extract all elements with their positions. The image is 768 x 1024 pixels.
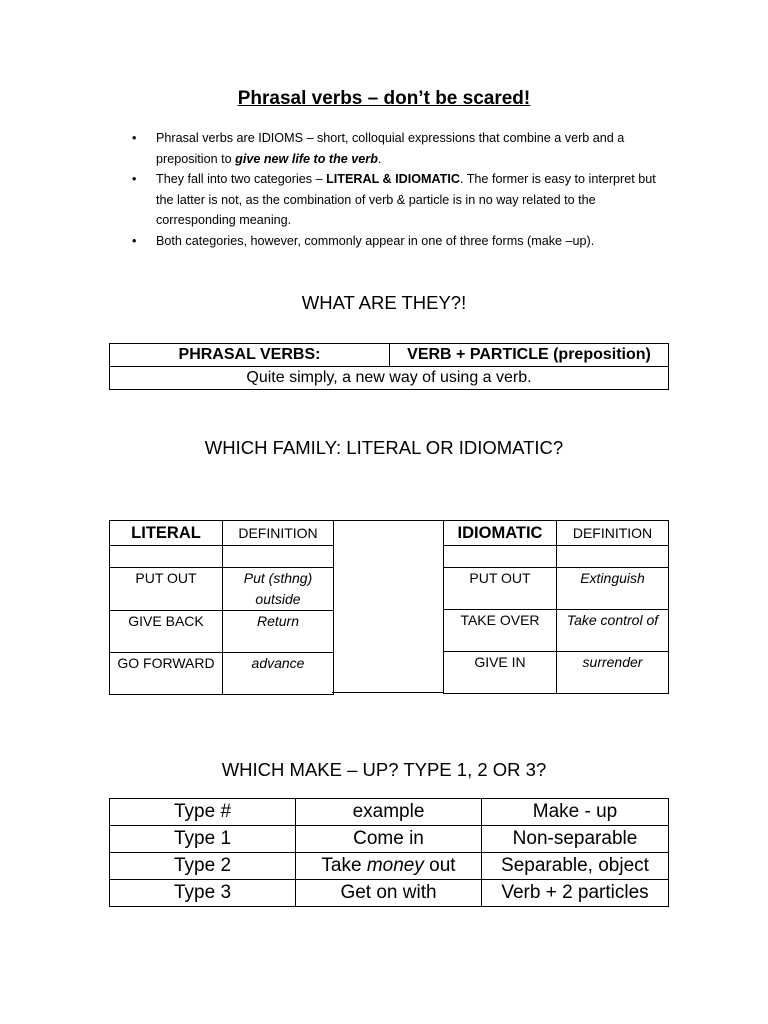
table-cell [444,546,557,568]
table-row [110,880,669,907]
table-cell: GO FORWARD [110,653,223,695]
table-row [444,610,669,652]
table-cell: Put (sthng) outside [223,568,334,611]
table-row [444,546,669,568]
table-row [444,652,669,694]
table-cell [223,546,334,568]
table-row [110,799,669,826]
makeup-table [109,798,669,907]
table-header-cell: Type # [110,799,296,826]
table-cell: TAKE OVER [444,610,557,652]
table-cell [557,546,669,568]
bullet-icon: • [132,233,137,248]
table-header-cell: example [296,799,482,826]
table-cell: PUT OUT [110,568,223,611]
table-header-cell: DEFINITION [223,521,334,546]
table-row [110,611,334,653]
intro-bullet-list [132,128,672,251]
section-heading-family: WHICH FAMILY: LITERAL OR IDIOMATIC? [204,437,564,458]
table-cell: Return [223,611,334,653]
table-row [110,367,669,390]
bullet-icon: • [132,172,137,186]
table-header-cell: IDIOMATIC [444,521,557,546]
table-cell: Separable, object [482,853,669,880]
table-gap [332,520,443,693]
bullet-icon: • [132,131,137,145]
idiomatic-table [443,520,669,694]
page-title: Phrasal verbs – don’t be scared! [237,88,531,109]
table-row [110,521,334,546]
table-row [110,653,334,695]
table-row [110,826,669,853]
table-cell: Verb + 2 particles [482,880,669,907]
table-header-cell: Make - up [482,799,669,826]
table-row [110,568,334,611]
table-cell: Come in [296,826,482,853]
table-cell: GIVE BACK [110,611,223,653]
table-row [110,546,334,568]
table-cell: Get on with [296,880,482,907]
strong-text: LITERAL & IDIOMATIC [326,172,460,186]
table-header-cell: LITERAL [110,521,223,546]
table-cell: Take control of [557,610,669,652]
table-cell: surrender [557,652,669,694]
table-cell: Extinguish [557,568,669,610]
bullet-item-2: • They fall into two categories – LITERAL & IDIOMATIC. The former is easy to interpret but the latter is not, as the combination of verb & particle is in no way related to the corresponding meaning. [132,169,672,231]
literal-table [109,520,334,695]
table-cell: Type 2 [110,853,296,880]
table-header-cell: DEFINITION [557,521,669,546]
table-cell: GIVE IN [444,652,557,694]
table-cell: Type 1 [110,826,296,853]
table-cell: PUT OUT [444,568,557,610]
table-cell: Quite simply, a new way of using a verb. [110,367,669,390]
table-cell: Type 3 [110,880,296,907]
bullet-item-3: • Both categories, however, commonly appear in one of three forms (make –up). [132,231,672,252]
table-cell: Take money out [296,853,482,880]
table-cell: VERB + PARTICLE (preposition) [390,344,669,367]
table-row [444,521,669,546]
table-row [444,568,669,610]
table-row [110,344,669,367]
table-cell: Non-separable [482,826,669,853]
emphasis-text: give new life to the verb [235,151,378,166]
table-cell: PHRASAL VERBS: [110,344,390,367]
table-cell: advance [223,653,334,695]
emphasis-text: money [366,855,424,876]
table-cell [110,546,223,568]
section-heading-what: WHAT ARE THEY?! [301,292,467,313]
bullet-item-1: • Phrasal verbs are IDIOMS – short, colloquial expressions that combine a verb and a preposition to give new life to the verb. [132,128,672,169]
table-row [110,853,669,880]
definition-table [109,343,669,390]
section-heading-makeup: WHICH MAKE – UP? TYPE 1, 2 OR 3? [221,759,547,780]
